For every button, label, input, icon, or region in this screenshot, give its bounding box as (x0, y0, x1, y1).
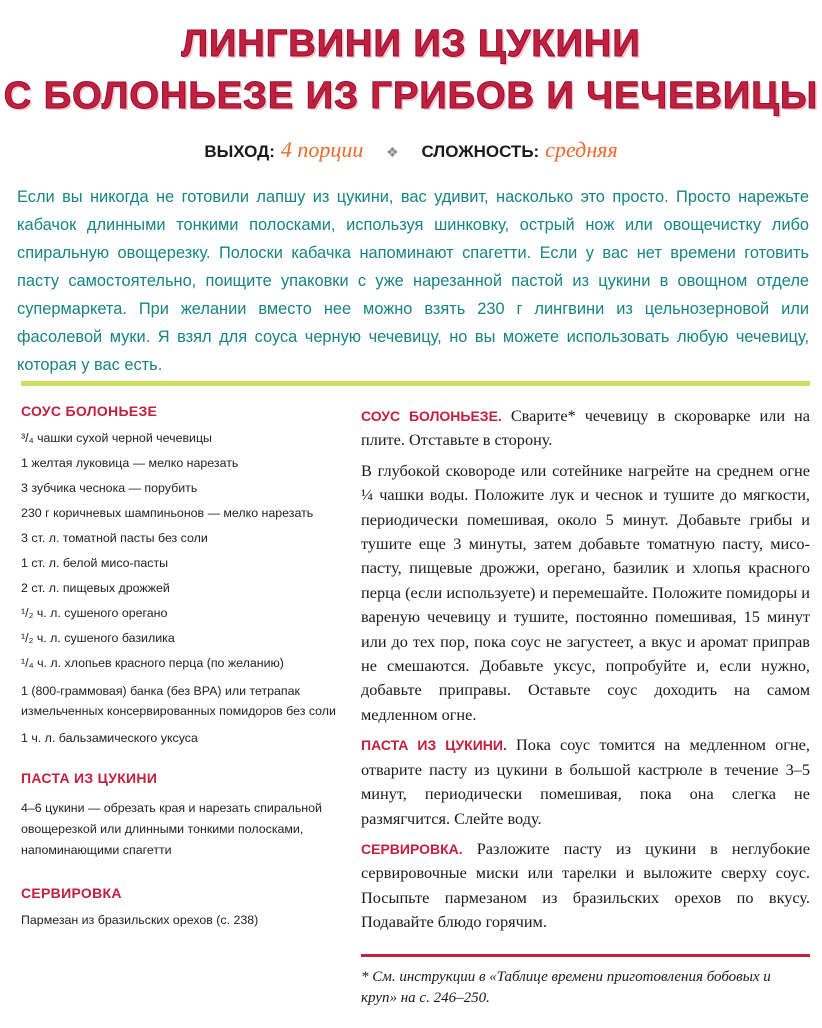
step-pasta (361, 733, 810, 831)
ingredients-column (21, 403, 341, 928)
ingredients-heading-serve: СЕРВИРОВКА (21, 885, 122, 901)
step-text: Пока соус томится на медленном огне, отварите пасту из цукини в большой кастрюле в течение 3–5 минут, периодически помешивая, пока она слегка не размягчится. Слейте воду. (361, 735, 810, 828)
ingredient-item: 1 желтая луковица — мелко нарезать (21, 456, 239, 470)
yield-label: ВЫХОД: (204, 142, 275, 161)
diamond-separator-icon: ❖ (386, 144, 399, 160)
step-heading-pasta: ПАСТА ИЗ ЦУКИНИ. (361, 737, 507, 754)
ingredient-item: 2 ст. л. пищевых дрожжей (21, 581, 170, 595)
step-heading-serve: СЕРВИРОВКА. (361, 840, 463, 857)
ingredient-item: Пармезан из бразильских орехов (с. 238) (21, 913, 259, 927)
footnote-divider (361, 954, 810, 957)
difficulty-value: средняя (545, 137, 618, 162)
intro-paragraph: Если вы никогда не готовили лапшу из цукини, вас удивит, насколько это просто. Просто нарежьте кабачок длинными тонкими полосками, используя шинковку, острый нож или овощечистку либо спиральную овощерезку. Полоски кабачка напоминают спагетти. Если у вас нет времени готовить пасту самостоятельно, поищите упаковки с уже нарезанной пастой из цукини в овощном отделе супермаркета. При желании вместо нее можно взять 230 г лингвини из цельнозерновой или фасолевой муки. Я взял для соуса черную чечевицу, но вы можете использовать любую чечевицу, которая у вас есть. (17, 188, 809, 374)
step-text: Сварите* чечевицу в скороварке или на плите. Отставьте в сторону. (361, 406, 810, 450)
step-sauce-2: В глубокой сковороде или сотейнике нагрейте на среднем огне ¼ чашки воды. Положите лук и чеснок и тушите до мягкости, периодически помешивая, около 5 минут. Добавьте грибы и тушите еще 3 минуты, затем добавьте томатную пасту, мисо-пасту, пищевые дрожжи, орегано, базилик и хлопья красного перца (если используете) и перемешайте. Положите помидоры и вареную чечевицу и тушите, постоянно помешивая, 15 минут или до тех пор, пока соус не загустеет, а вкус и аромат приправ не смешаются. Добавьте уксус, попробуйте и, если нужно, добавьте приправы. Оставьте соус доходить на самом медленном огне. (361, 460, 810, 724)
recipe-title-line-2: С БОЛОНЬЕЗЕ ИЗ ГРИБОВ И ЧЕЧЕВИЦЫ (3, 75, 819, 117)
ingredient-item: ¹/₂ ч. л. сушеного базилика (21, 631, 175, 645)
step-heading-sauce: СОУС БОЛОНЬЕЗЕ. (361, 408, 502, 424)
ingredient-item: 230 г коричневых шампиньонов — мелко нарезать (21, 506, 314, 520)
ingredient-item: 1 ст. л. белой мисо-пасты (21, 556, 169, 570)
yield-value: 4 порции (280, 137, 364, 162)
step-serve (361, 837, 810, 935)
ingredient-item: 3 ст. л. томатной пасты без соли (21, 531, 208, 545)
ingredient-item: 4–6 цукини — обрезать края и нарезать спиральной овощерезкой или длинными тонкими полосками, напоминающими спагетти (21, 801, 322, 857)
ingredient-item: 1 ч. л. бальзамического уксуса (21, 731, 198, 745)
ingredients-heading-sauce: СОУС БОЛОНЬЕЗЕ (21, 403, 158, 419)
ingredient-item: ¹/₂ ч. л. сушеного орегано (21, 606, 168, 620)
ingredient-item: ¹/₄ ч. л. хлопьев красного перца (по желанию) (21, 656, 284, 670)
recipe-meta (0, 138, 822, 164)
ingredient-item: 3 зубчика чеснока — порубить (21, 481, 198, 495)
instructions-column (361, 404, 810, 941)
step-sauce-1 (361, 404, 810, 453)
difficulty-label: СЛОЖНОСТЬ: (421, 142, 540, 161)
step-text: Разложите пасту из цукини в неглубокие сервировочные миски или тарелки и выложите сверху соус. Посыпьте пармезаном из бразильских орехов по вкусу. Подавайте блюдо горячим. (361, 838, 810, 932)
ingredient-item: ³/₄ чашки сухой черной чечевицы (21, 431, 212, 445)
ingredient-item: 1 (800-граммовая) банка (без BPA) или тетрапак измельченных консервированных помидоров без соли (21, 684, 336, 718)
recipe-title-line-1: ЛИНГВИНИ ИЗ ЦУКИНИ (181, 23, 641, 65)
ingredients-heading-pasta: ПАСТА ИЗ ЦУКИНИ (21, 770, 158, 786)
footnote: * См. инструкции в «Таблице времени приготовления бобовых и круп» на с. 246–250. (361, 969, 771, 1006)
section-divider (21, 381, 810, 386)
